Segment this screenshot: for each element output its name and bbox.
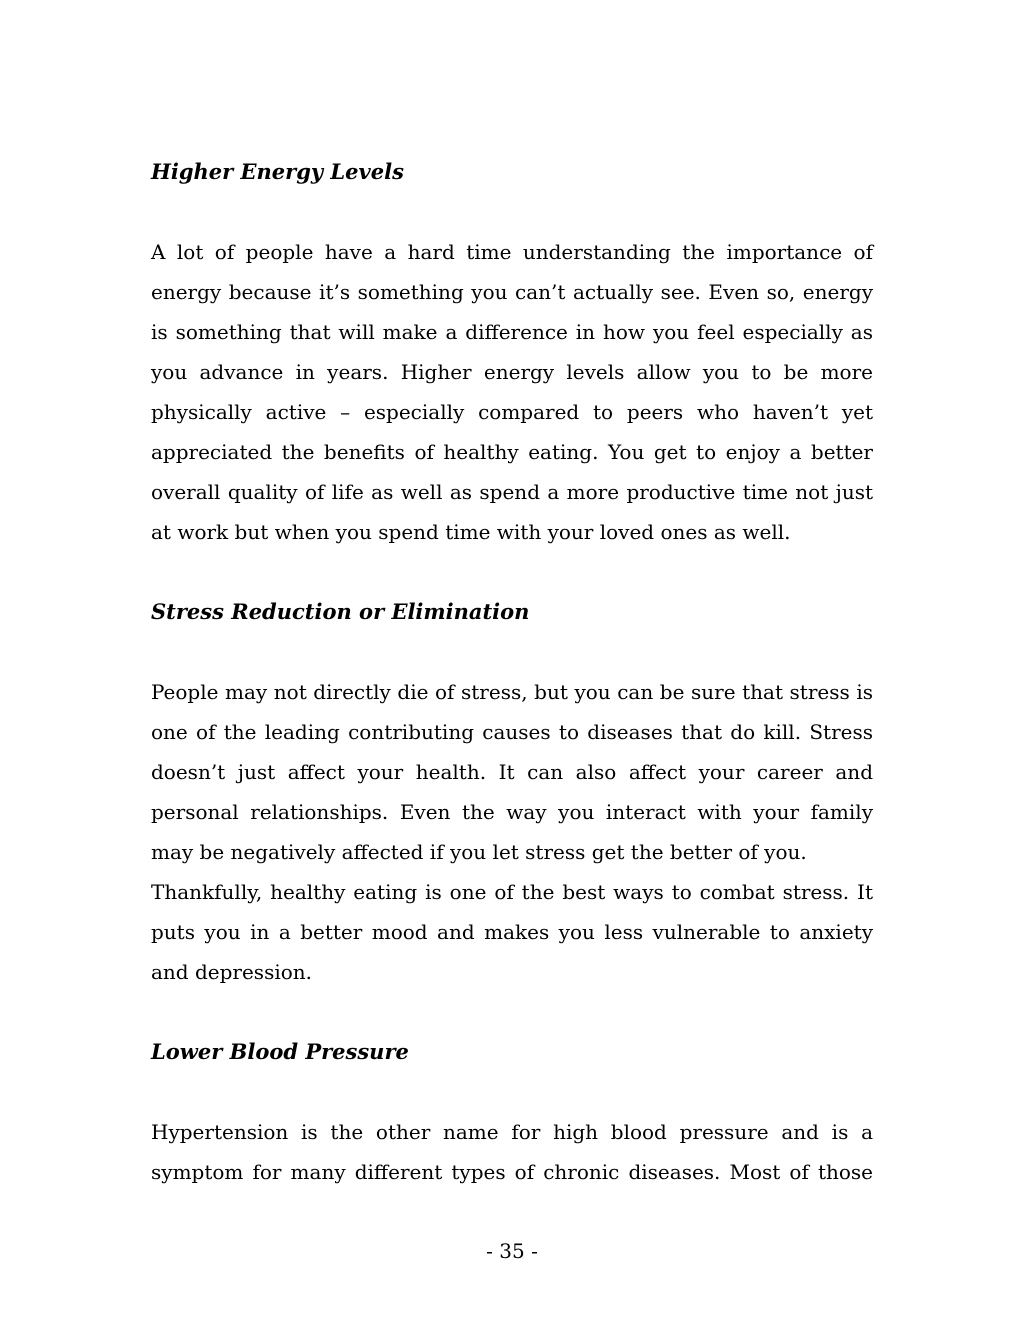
- text-line: appreciated the benefits of healthy eating. You get to enjoy a better: [151, 440, 873, 464]
- text-line: is something that will make a difference in how you feel especially as: [151, 320, 873, 344]
- section-paragraph-blood-pressure: [151, 1112, 873, 1192]
- text-line: physically active – especially compared to peers who haven’t yet: [151, 400, 873, 424]
- text-line: one of the leading contributing causes to diseases that do kill. Stress: [151, 720, 873, 744]
- text-line: Thankfully, healthy eating is one of the best ways to combat stress. It: [151, 880, 873, 904]
- text-line: puts you in a better mood and makes you less vulnerable to anxiety: [151, 920, 873, 944]
- text-line: and depression.: [151, 960, 313, 984]
- spacer: [151, 992, 873, 1032]
- text-line: you advance in years. Higher energy levels allow you to be more: [151, 360, 873, 384]
- page-body: [151, 152, 873, 1192]
- text-line: overall quality of life as well as spend a more productive time not just: [151, 480, 873, 504]
- spacer: [151, 632, 873, 672]
- section-heading-blood-pressure: Lower Blood Pressure: [151, 1039, 409, 1064]
- text-line: doesn’t just affect your health. It can also affect your career and: [151, 760, 873, 784]
- spacer: [151, 1072, 873, 1112]
- text-line: symptom for many different types of chronic diseases. Most of those: [151, 1160, 873, 1184]
- text-line: A lot of people have a hard time understanding the importance of: [151, 240, 873, 264]
- section-heading-energy: Higher Energy Levels: [151, 159, 404, 184]
- spacer: [151, 192, 873, 232]
- page-number: - 35 -: [486, 1239, 538, 1263]
- text-line: energy because it’s something you can’t actually see. Even so, energy: [151, 280, 873, 304]
- text-line: may be negatively affected if you let stress get the better of you.: [151, 840, 807, 864]
- section-paragraph-stress: [151, 672, 873, 992]
- section-paragraph-energy: [151, 232, 873, 552]
- text-line: at work but when you spend time with your loved ones as well.: [151, 520, 791, 544]
- section-heading-stress: Stress Reduction or Elimination: [151, 599, 530, 624]
- text-line: personal relationships. Even the way you interact with your family: [151, 800, 873, 824]
- text-line: Hypertension is the other name for high blood pressure and is a: [151, 1120, 873, 1144]
- text-line: People may not directly die of stress, but you can be sure that stress is: [151, 680, 873, 704]
- spacer: [151, 552, 873, 592]
